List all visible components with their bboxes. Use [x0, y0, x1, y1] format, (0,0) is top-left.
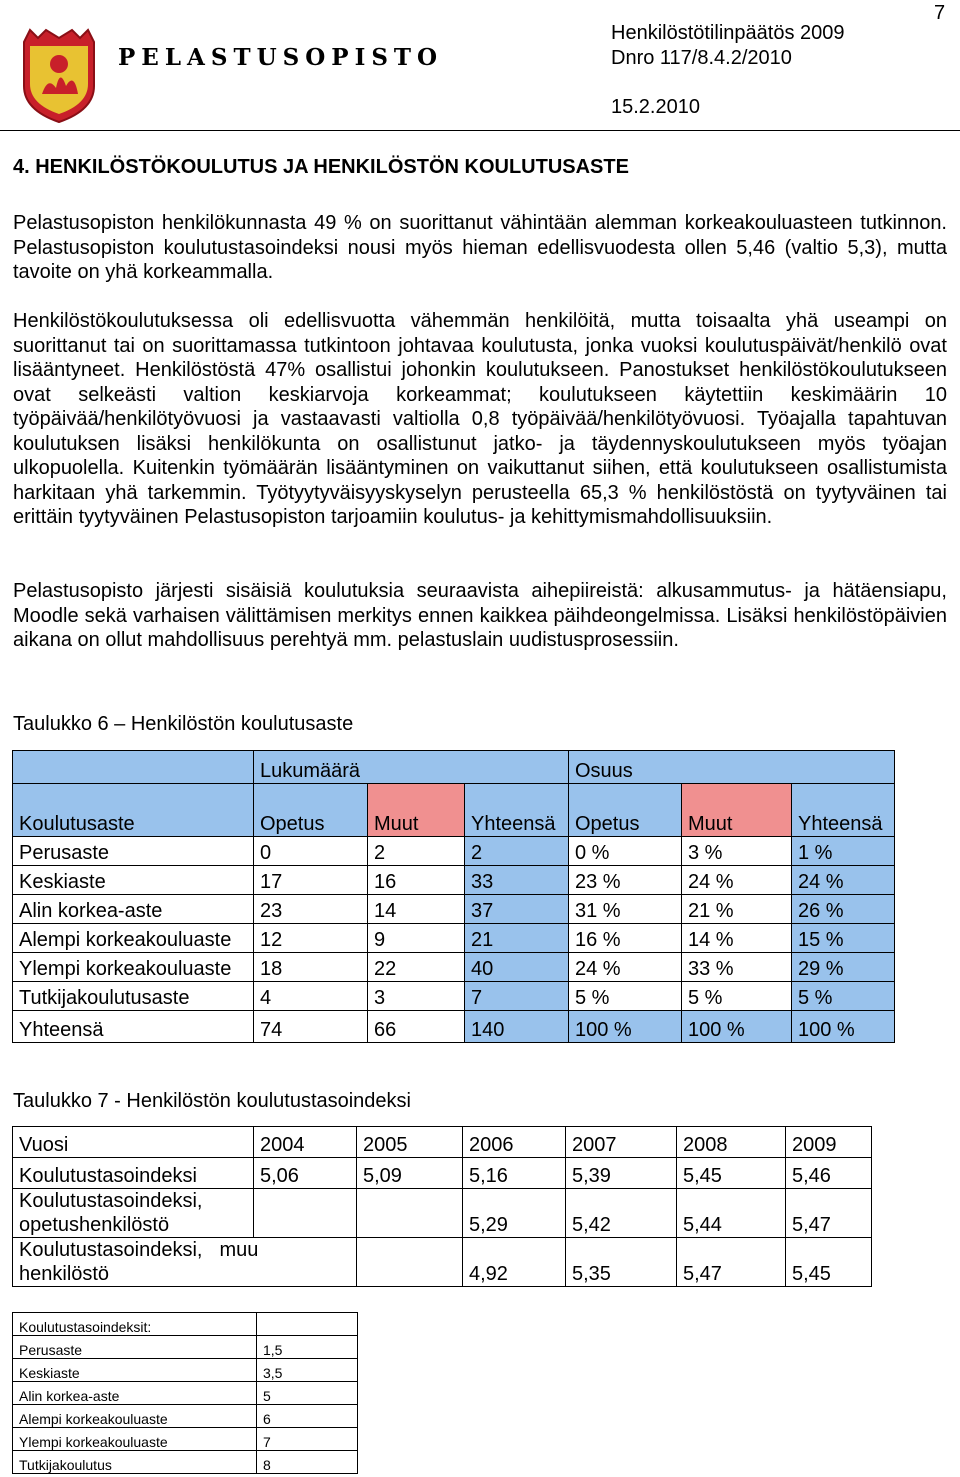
table-cell: 5 % — [569, 982, 682, 1011]
table-cell: Alin korkea-aste — [13, 895, 254, 924]
table-cell: 5,06 — [254, 1158, 357, 1189]
table-cell: Perusaste — [13, 837, 254, 866]
index-legend-table — [12, 1312, 358, 1474]
legend-title: Koulutustasoindeksit: — [13, 1313, 257, 1336]
table-cell: 7 — [465, 982, 569, 1011]
table-cell: 5 % — [792, 982, 895, 1011]
table-cell — [254, 1189, 357, 1238]
table-cell: Alempi korkeakouluaste — [13, 1405, 257, 1428]
table-cell: Ylempi korkeakouluaste — [13, 953, 254, 982]
table-cell: 5,09 — [357, 1158, 463, 1189]
paragraph-1: Pelastusopiston henkilökunnasta 49 % on suorittanut vähintään alemman korkeakouluasteen tutkinnon. Pelastusopiston koulutustasoindeksi nousi myös hieman edellisvuodesta ollen 5,46 (valtio 5,3), mutta tavoite on yhä korkeammalla. — [13, 212, 947, 283]
table-cell: 5,47 — [786, 1189, 872, 1238]
table-cell: Yhteensä — [13, 1011, 254, 1043]
education-index-table — [12, 1126, 872, 1287]
table-cell: 66 — [368, 1011, 465, 1043]
table-row — [13, 953, 895, 982]
table-cell: 6 — [257, 1405, 358, 1428]
table-cell: 5 % — [682, 982, 792, 1011]
table-cell: 33 % — [682, 953, 792, 982]
table-cell: 21 % — [682, 895, 792, 924]
table-cell: 100 % — [792, 1011, 895, 1043]
table-cell: 3 — [368, 982, 465, 1011]
table-cell: 16 — [368, 866, 465, 895]
table-cell: 100 % — [569, 1011, 682, 1043]
table-cell: 33 — [465, 866, 569, 895]
table-cell: 4 — [254, 982, 368, 1011]
document-date: 15.2.2010 — [611, 96, 700, 118]
column-header: Koulutusaste — [13, 784, 254, 837]
table-cell: 17 — [254, 866, 368, 895]
table-cell — [219, 1238, 357, 1287]
table-cell: 5,46 — [786, 1158, 872, 1189]
row-label-extra: muu — [219, 1239, 259, 1261]
table-row — [13, 837, 895, 866]
column-header: 2009 — [786, 1127, 872, 1158]
column-header: 2007 — [566, 1127, 677, 1158]
table-row — [13, 1336, 358, 1359]
column-header: Yhteensä — [465, 784, 569, 837]
table-cell: Tutkijakoulutusaste — [13, 982, 254, 1011]
table7-caption: Taulukko 7 - Henkilöstön koulutustasoindeksi — [13, 1090, 411, 1112]
table-cell: 37 — [465, 895, 569, 924]
table-cell: 5,47 — [677, 1238, 786, 1287]
page-number: 7 — [934, 2, 946, 24]
table-cell: 0 % — [569, 837, 682, 866]
table-cell: 24 % — [792, 866, 895, 895]
table-row — [13, 1451, 358, 1474]
section-heading: 4. HENKILÖSTÖKOULUTUS JA HENKILÖSTÖN KOULUTUSASTE — [13, 156, 629, 178]
table-cell: 4,92 — [463, 1238, 566, 1287]
table-cell: 22 — [368, 953, 465, 982]
table-cell: Keskiaste — [13, 1359, 257, 1382]
column-header: Muut — [368, 784, 465, 837]
table-cell: Alin korkea-aste — [13, 1382, 257, 1405]
coat-of-arms-logo — [20, 28, 98, 124]
table-row — [13, 1189, 872, 1238]
column-header: 2004 — [254, 1127, 357, 1158]
column-header: 2008 — [677, 1127, 786, 1158]
table-cell: 40 — [465, 953, 569, 982]
table-cell: 12 — [254, 924, 368, 953]
table-cell: 24 % — [682, 866, 792, 895]
table-row — [13, 1405, 358, 1428]
table-cell: Alempi korkeakouluaste — [13, 924, 254, 953]
table-cell: 26 % — [792, 895, 895, 924]
table-cell — [257, 1313, 358, 1336]
column-header: Opetus — [569, 784, 682, 837]
table-total-row — [13, 1011, 895, 1043]
header-divider — [0, 130, 960, 131]
table-cell: 5,29 — [463, 1189, 566, 1238]
brand-wordmark: PELASTUSOPISTO — [118, 44, 444, 71]
table-cell: 7 — [257, 1428, 358, 1451]
table-cell: 5,39 — [566, 1158, 677, 1189]
table-cell: 3,5 — [257, 1359, 358, 1382]
table-cell: Keskiaste — [13, 866, 254, 895]
table-cell: 2 — [465, 837, 569, 866]
table-cell: 31 % — [569, 895, 682, 924]
row-label: Koulutustasoindeksi, henkilöstö — [13, 1238, 254, 1287]
paragraph-3: Pelastusopisto järjesti sisäisiä koulutuksia seuraavista aihepiireistä: alkusammutus- ja hätäensiapu, Moodle sekä varhaisen välittämisen merkitys ennen kaikkea päihdeongelmissa. Lisäksi henkilöstöpäivien aikana on ollut mahdollisuus perehtyä mm. pelastuslain uudistusprosessiin. — [13, 580, 947, 651]
column-header: 2005 — [357, 1127, 463, 1158]
table-cell: 140 — [465, 1011, 569, 1043]
table-row — [13, 1158, 872, 1189]
table-row — [13, 895, 895, 924]
table-row — [13, 982, 895, 1011]
table-cell: 5 — [257, 1382, 358, 1405]
header-cell-empty — [13, 751, 254, 784]
table-cell: 8 — [257, 1451, 358, 1474]
table-cell: 24 % — [569, 953, 682, 982]
row-label: Koulutustasoindeksi — [13, 1158, 254, 1189]
table-cell: 14 — [368, 895, 465, 924]
table-cell: 3 % — [682, 837, 792, 866]
document-number: Dnro 117/8.4.2/2010 — [611, 47, 792, 69]
table-cell: 2 — [368, 837, 465, 866]
table-cell: 9 — [368, 924, 465, 953]
table-cell: 23 — [254, 895, 368, 924]
table-cell: 100 % — [682, 1011, 792, 1043]
table-cell: Ylempi korkeakouluaste — [13, 1428, 257, 1451]
education-level-table — [12, 750, 895, 1043]
table-cell: 5,16 — [463, 1158, 566, 1189]
table-cell: 1,5 — [257, 1336, 358, 1359]
table-cell — [357, 1189, 463, 1238]
column-header: 2006 — [463, 1127, 566, 1158]
table-row — [13, 1359, 358, 1382]
table-cell: 29 % — [792, 953, 895, 982]
column-header: Vuosi — [13, 1127, 254, 1158]
column-header: Yhteensä — [792, 784, 895, 837]
document-title: Henkilöstötilinpäätös 2009 — [611, 22, 845, 44]
column-header: Opetus — [254, 784, 368, 837]
column-header: Muut — [682, 784, 792, 837]
table-cell: 0 — [254, 837, 368, 866]
table-cell: 1 % — [792, 837, 895, 866]
table-cell: 18 — [254, 953, 368, 982]
table-row — [13, 866, 895, 895]
table-cell: 16 % — [569, 924, 682, 953]
table-cell — [357, 1238, 463, 1287]
table-cell: 21 — [465, 924, 569, 953]
table-row — [13, 1382, 358, 1405]
table-row — [13, 1238, 872, 1287]
table-cell: 5,42 — [566, 1189, 677, 1238]
table-cell: 74 — [254, 1011, 368, 1043]
table-cell: Perusaste — [13, 1336, 257, 1359]
table6-caption: Taulukko 6 – Henkilöstön koulutusaste — [13, 713, 354, 735]
table-cell: 14 % — [682, 924, 792, 953]
table-cell: 5,45 — [677, 1158, 786, 1189]
table-cell: 5,35 — [566, 1238, 677, 1287]
group-header-share: Osuus — [569, 751, 895, 784]
table-cell: Tutkijakoulutus — [13, 1451, 257, 1474]
group-header-count: Lukumäärä — [254, 751, 569, 784]
table-cell: 5,44 — [677, 1189, 786, 1238]
row-label: Koulutustasoindeksi, opetushenkilöstö — [13, 1189, 254, 1238]
table-row — [13, 1428, 358, 1451]
table-cell: 5,45 — [786, 1238, 872, 1287]
table-row — [13, 924, 895, 953]
table-cell: 15 % — [792, 924, 895, 953]
table-cell: 23 % — [569, 866, 682, 895]
paragraph-2: Henkilöstökoulutuksessa oli edellisvuotta vähemmän henkilöitä, mutta toisaalta yhä useampi on suorittanut tai on suorittamassa tutkintoon johtavaa koulutusta, jonka vuoksi koulutuspäivät/henkilö ovat lisääntyneet. Henkilöstöstä 47% osallistui johonkin koulutukseen. Panostukset henkilöstökoulutukseen ovat selkeästi valtion keskiarvoja korkeammat; koulutukseen käytettiin keskimäärin 10 työpäivää/henkilötyövuosi ja vastaavasti valtiolla 0,8 työpäivää/henkilötyövuosi. Työajalla tapahtuvan koulutuksen lisäksi henkilökunta on osallistunut jatko- ja täydennyskoulutukseen myös työajan ulkopuolella. Kuitenkin työmäärän lisääntyminen on vaikuttanut siihen, että koulutukseen osallistumista harkitaan yhä tarkemmin. Työtyytyväisyyskyselyn perusteella 65,3 % henkilöstöstä on tyytyväinen tai erittäin tyytyväinen Pelastusopiston tarjoamiin koulutus- ja kehittymismahdollisuuksiin. — [13, 310, 947, 528]
